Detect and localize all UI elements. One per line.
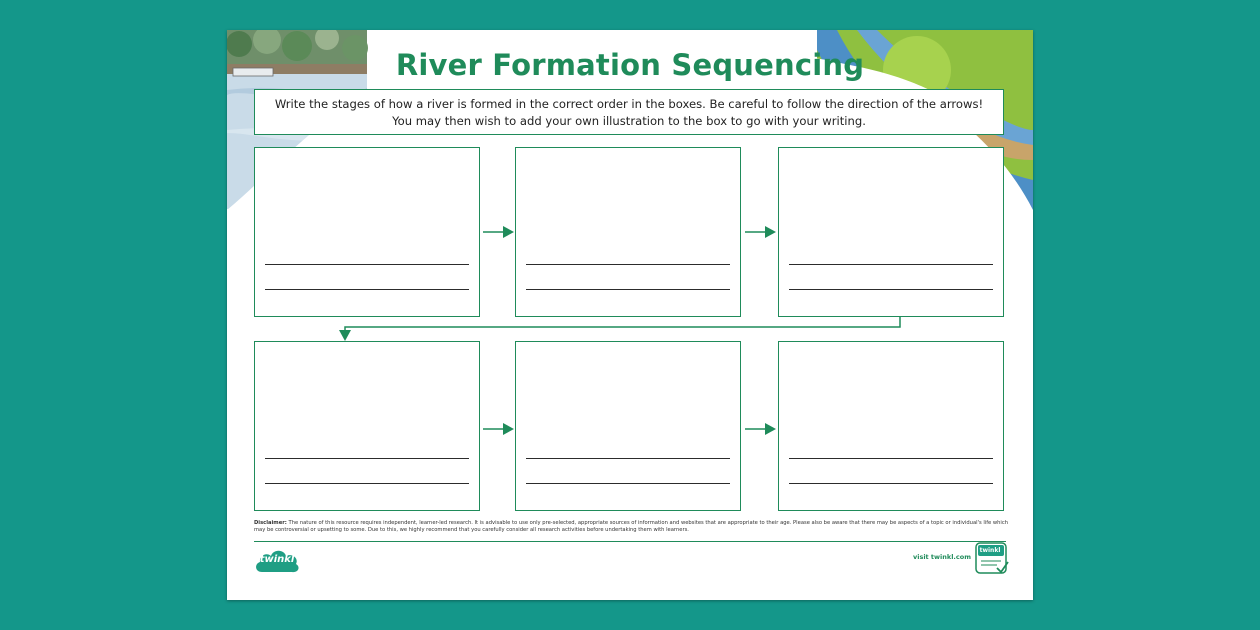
writing-line xyxy=(265,458,469,459)
instructions-box: Write the stages of how a river is formed in the correct order in the boxes. Be careful to follow the direction of the arrows! You may then wish to add your own illustration to the box to go with your writing. xyxy=(254,89,1004,135)
quality-badge xyxy=(975,542,1009,576)
writing-line xyxy=(789,289,993,290)
writing-line xyxy=(265,483,469,484)
right-arrow-icon xyxy=(483,423,515,435)
disclaimer xyxy=(254,520,1014,534)
sequence-box-4[interactable] xyxy=(254,341,480,511)
sequence-box-1[interactable] xyxy=(254,147,480,317)
right-arrow-icon xyxy=(745,226,777,238)
disclaimer-text: The nature of this resource requires independent, learner-led research. It is advisable to use only pre-selected, appropriate sources of information and websites that are appropriate to their age. Please also be aware that there may be aspects of a topic or individual's life which may be controversial or upsetting to some. Due to this, we highly recommend that you carefully consider all research activities before undertaking them with learners. xyxy=(254,520,1009,533)
writing-line xyxy=(526,458,730,459)
worksheet-page xyxy=(227,30,1033,600)
writing-line xyxy=(526,483,730,484)
badge-text: twinkl xyxy=(979,547,1001,554)
right-arrow-icon xyxy=(745,423,777,435)
sequence-box-5[interactable] xyxy=(515,341,741,511)
writing-line xyxy=(789,483,993,484)
writing-line xyxy=(526,289,730,290)
writing-line xyxy=(265,289,469,290)
sequence-box-6[interactable] xyxy=(778,341,1004,511)
footer-divider xyxy=(254,541,1006,542)
right-arrow-icon xyxy=(483,226,515,238)
sequence-box-3[interactable] xyxy=(778,147,1004,317)
writing-line xyxy=(789,458,993,459)
writing-line xyxy=(265,264,469,265)
return-arrow-icon xyxy=(337,316,903,342)
sequence-box-2[interactable] xyxy=(515,147,741,317)
writing-line xyxy=(526,264,730,265)
logo-text: twinkl xyxy=(259,554,295,565)
writing-line xyxy=(789,264,993,265)
page-title: River Formation Sequencing xyxy=(395,48,865,82)
twinkl-logo[interactable] xyxy=(254,546,300,576)
visit-link[interactable]: visit twinkl.com xyxy=(912,553,971,561)
disclaimer-label: Disclaimer: xyxy=(254,520,287,526)
